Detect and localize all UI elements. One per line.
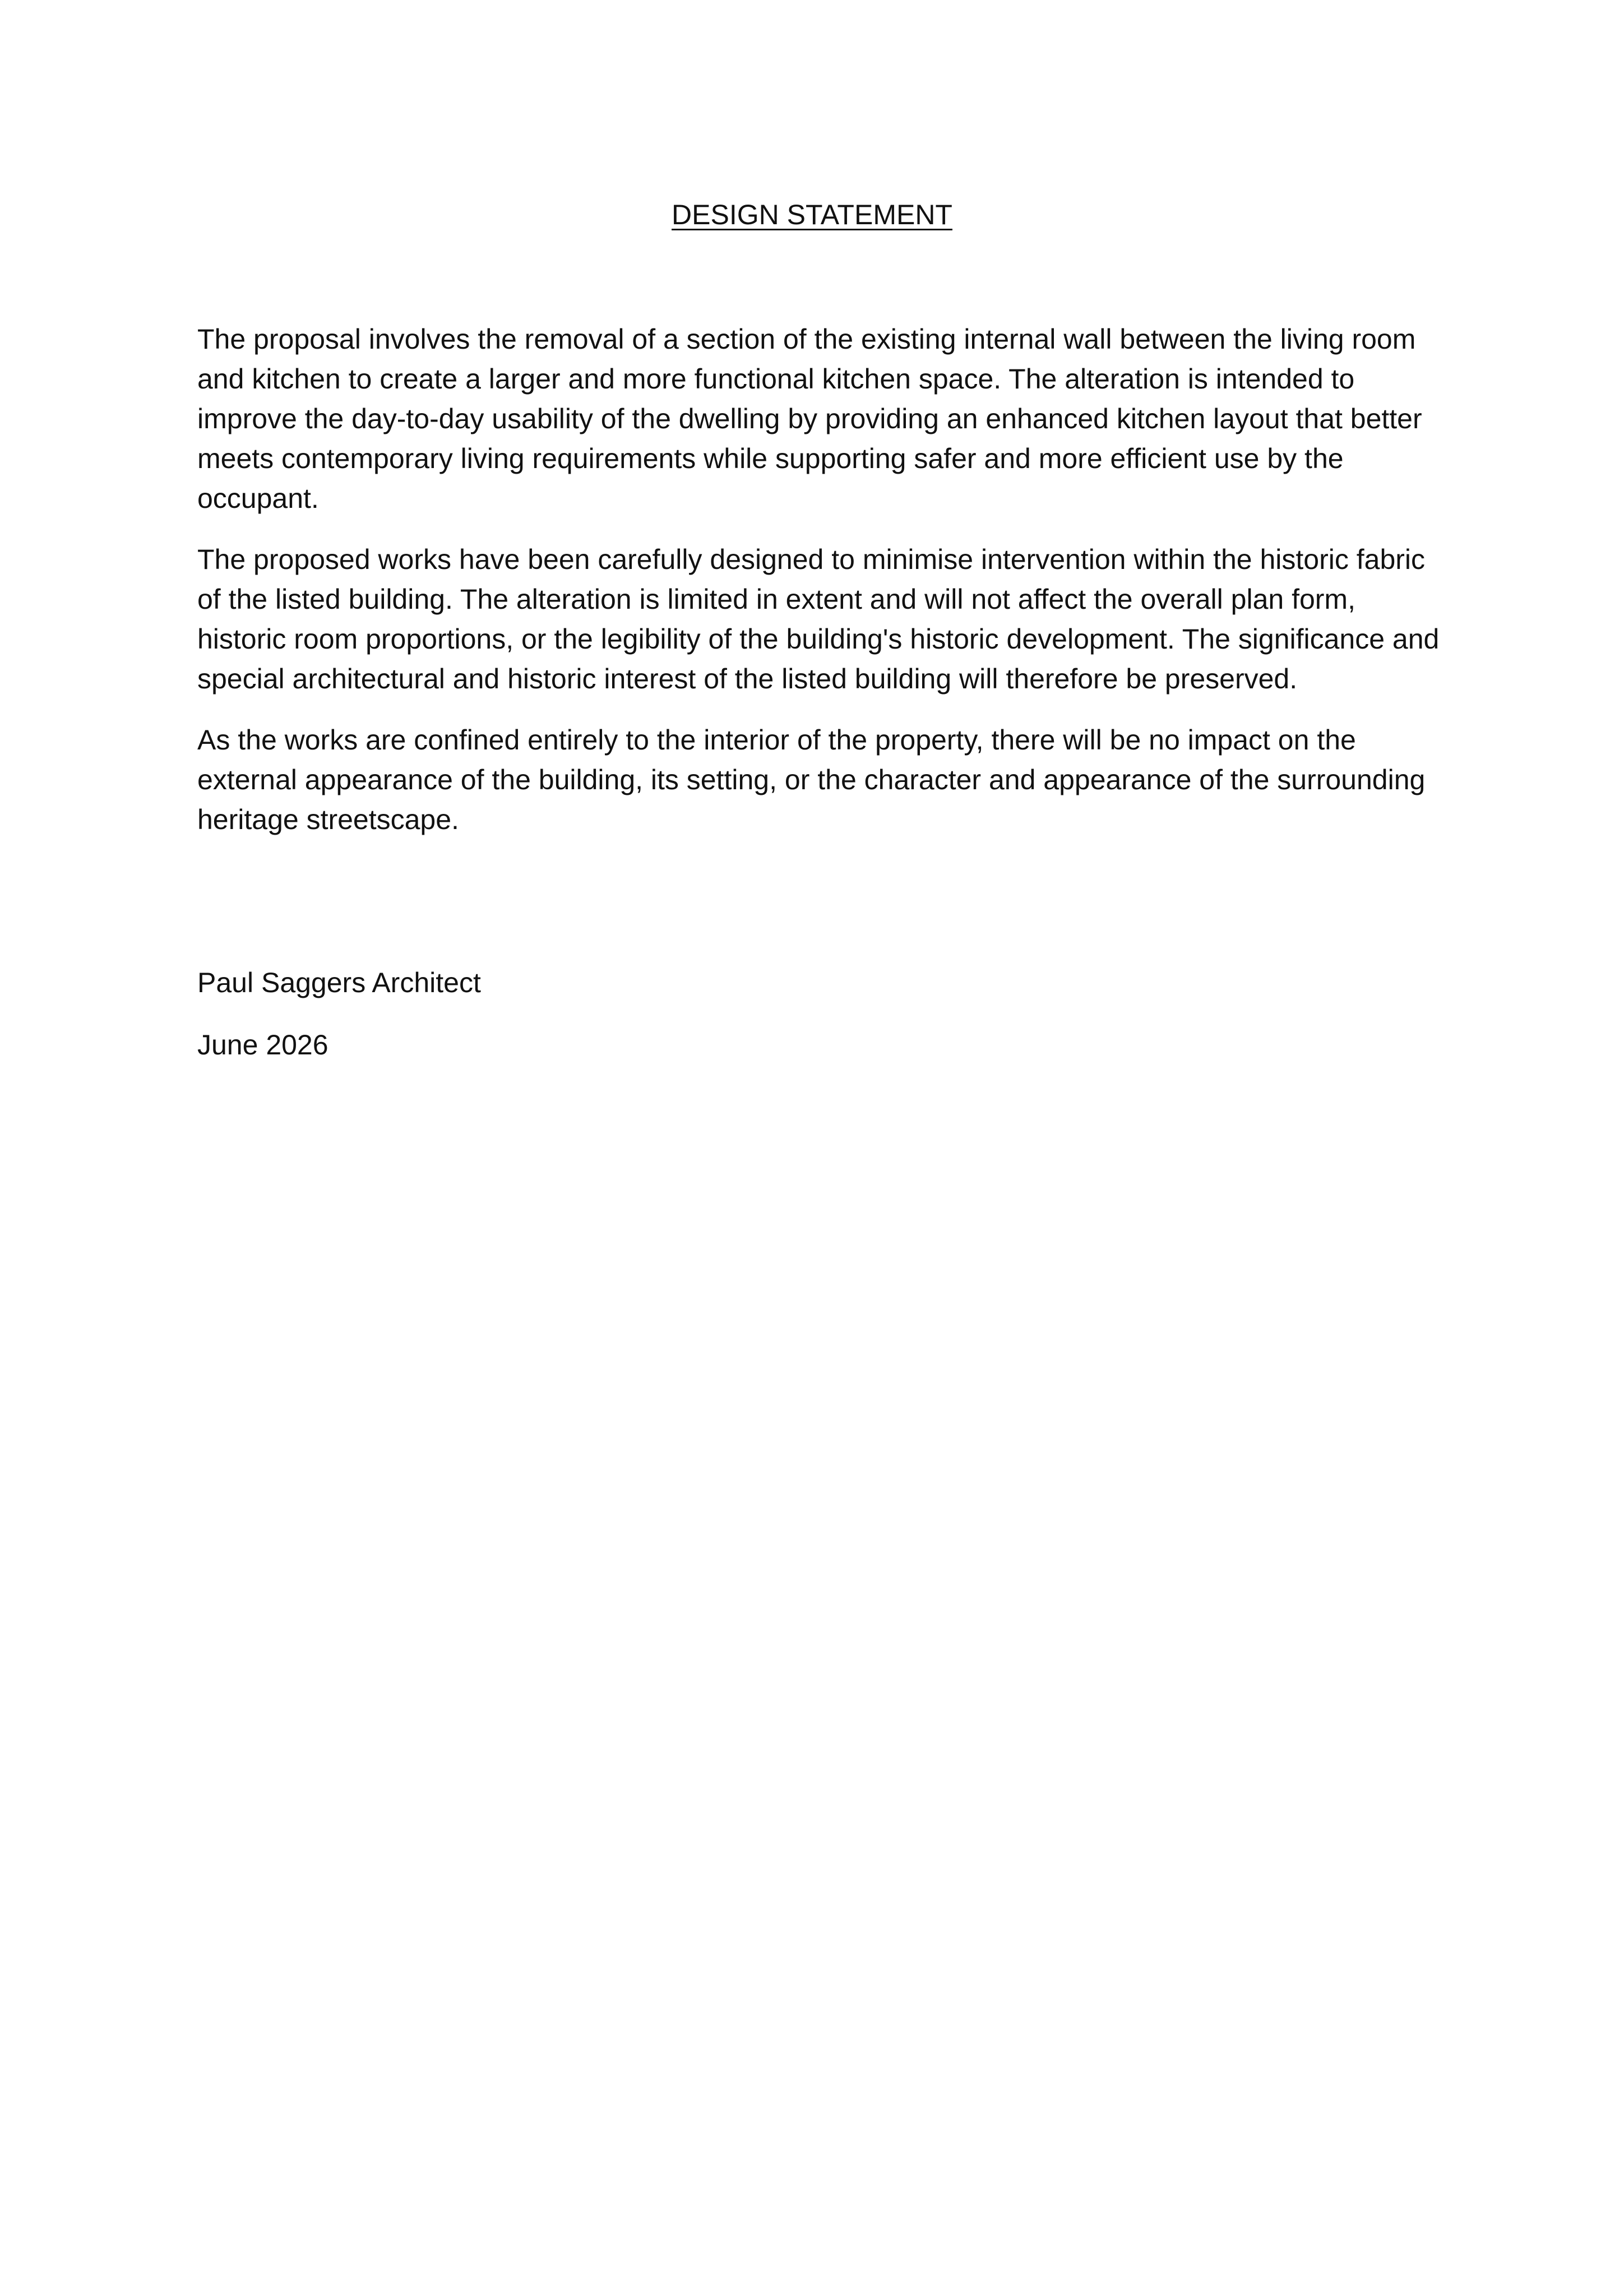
body-paragraph-2: The proposed works have been carefully designed to minimise intervention within the historic fabric of the listed building. The alteration is limited in extent and will not affect the overall plan form, historic room proportions, or the legibility of the building's historic development. The significance and special architectural and historic interest of the listed building will therefore be preserved. bbox=[197, 544, 1440, 695]
signoff-block bbox=[197, 963, 1447, 1087]
document-date: June 2026 bbox=[197, 1029, 328, 1061]
body-paragraph-1: The proposal involves the removal of a section of the existing internal wall between the living room and kitchen to create a larger and more functional kitchen space. The alteration is intended to improve the day-to-day usability of the dwelling by providing an enhanced kitchen layout that better meets contemporary living requirements while supporting safer and more efficient use by the occupant. bbox=[197, 323, 1422, 514]
body-paragraph-3: As the works are confined entirely to the interior of the property, there will be no impact on the external appearance of the building, its setting, or the character and appearance of the surrounding heritage streetscape. bbox=[197, 724, 1426, 835]
document-title bbox=[0, 195, 1624, 234]
author-name: Paul Saggers Architect bbox=[197, 967, 481, 998]
document-title-text: DESIGN STATEMENT bbox=[672, 199, 952, 230]
document-body bbox=[197, 320, 1447, 861]
